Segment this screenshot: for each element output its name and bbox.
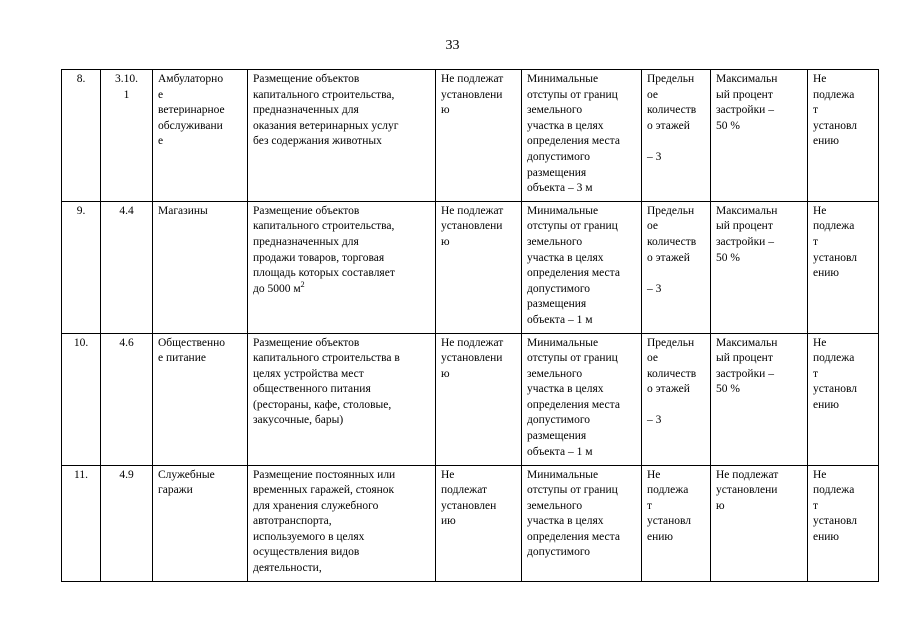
row-number: 10.: [62, 333, 101, 465]
plot-size-limit: Не подлежат установлени ю: [436, 333, 522, 465]
coverage-limit: Максимальн ый процент застройки – 50 %: [711, 333, 808, 465]
other-limit: Не подлежа т установл ению: [808, 333, 879, 465]
row-number: 11.: [62, 465, 101, 581]
plot-size-limit: Не подлежат установлени ю: [436, 201, 522, 333]
use-description-text: Размещение объектов капитального строительства, предназначенных для продажи товаров, торговая площадь которых составляет до 5000 м: [253, 204, 395, 295]
page-number: 33: [445, 38, 460, 53]
table-row: [62, 465, 879, 581]
other-limit: Не подлежа т установл ению: [808, 465, 879, 581]
coverage-limit: Не подлежат установлени ю: [711, 465, 808, 581]
floor-limit: Не подлежа т установл ению: [642, 465, 711, 581]
use-description: Размещение объектов капитального строительства, предназначенных для оказания ветеринарных услуг без содержания животных: [248, 70, 436, 202]
coverage-limit: Максимальн ый процент застройки – 50 %: [711, 201, 808, 333]
use-name: Общественно е питание: [153, 333, 248, 465]
floor-limit: Предельн ое количеств о этажей – 3: [642, 333, 711, 465]
other-limit: Не подлежа т установл ению: [808, 70, 879, 202]
use-code: 4.6: [101, 333, 153, 465]
floor-limit: Предельн ое количеств о этажей – 3: [642, 70, 711, 202]
table-row: [62, 333, 879, 465]
use-code: 4.9: [101, 465, 153, 581]
setback-limit: Минимальные отступы от границ земельного участка в целях определения места допустимого размещения объекта – 3 м: [522, 70, 642, 202]
use-description: Размещение объектов капитального строительства в целях устройства мест общественного питания (рестораны, кафе, столовые, закусочные, бары): [248, 333, 436, 465]
other-limit: Не подлежа т установл ению: [808, 201, 879, 333]
setback-limit: Минимальные отступы от границ земельного участка в целях определения места допустимого размещения объекта – 1 м: [522, 333, 642, 465]
use-name: Амбулаторно е ветеринарное обслуживани е: [153, 70, 248, 202]
table-row: [62, 70, 879, 202]
use-code: 3.10. 1: [101, 70, 153, 202]
use-code: 4.4: [101, 201, 153, 333]
table-row: [62, 201, 879, 333]
use-name: Магазины: [153, 201, 248, 333]
plot-size-limit: Не подлежат установлен ию: [436, 465, 522, 581]
use-description: [248, 201, 436, 333]
row-number: 9.: [62, 201, 101, 333]
row-number: 8.: [62, 70, 101, 202]
use-description: Размещение постоянных или временных гаражей, стоянок для хранения служебного автотранспорта, используемого в целях осуществления видов деятельности,: [248, 465, 436, 581]
setback-limit: Минимальные отступы от границ земельного участка в целях определения места допустимого: [522, 465, 642, 581]
floor-limit: Предельн ое количеств о этажей – 3: [642, 201, 711, 333]
setback-limit: Минимальные отступы от границ земельного участка в целях определения места допустимого размещения объекта – 1 м: [522, 201, 642, 333]
coverage-limit: Максимальн ый процент застройки – 50 %: [711, 70, 808, 202]
zoning-regulations-table: [61, 69, 879, 582]
use-name: Служебные гаражи: [153, 465, 248, 581]
plot-size-limit: Не подлежат установлени ю: [436, 70, 522, 202]
superscript: 2: [300, 279, 305, 289]
